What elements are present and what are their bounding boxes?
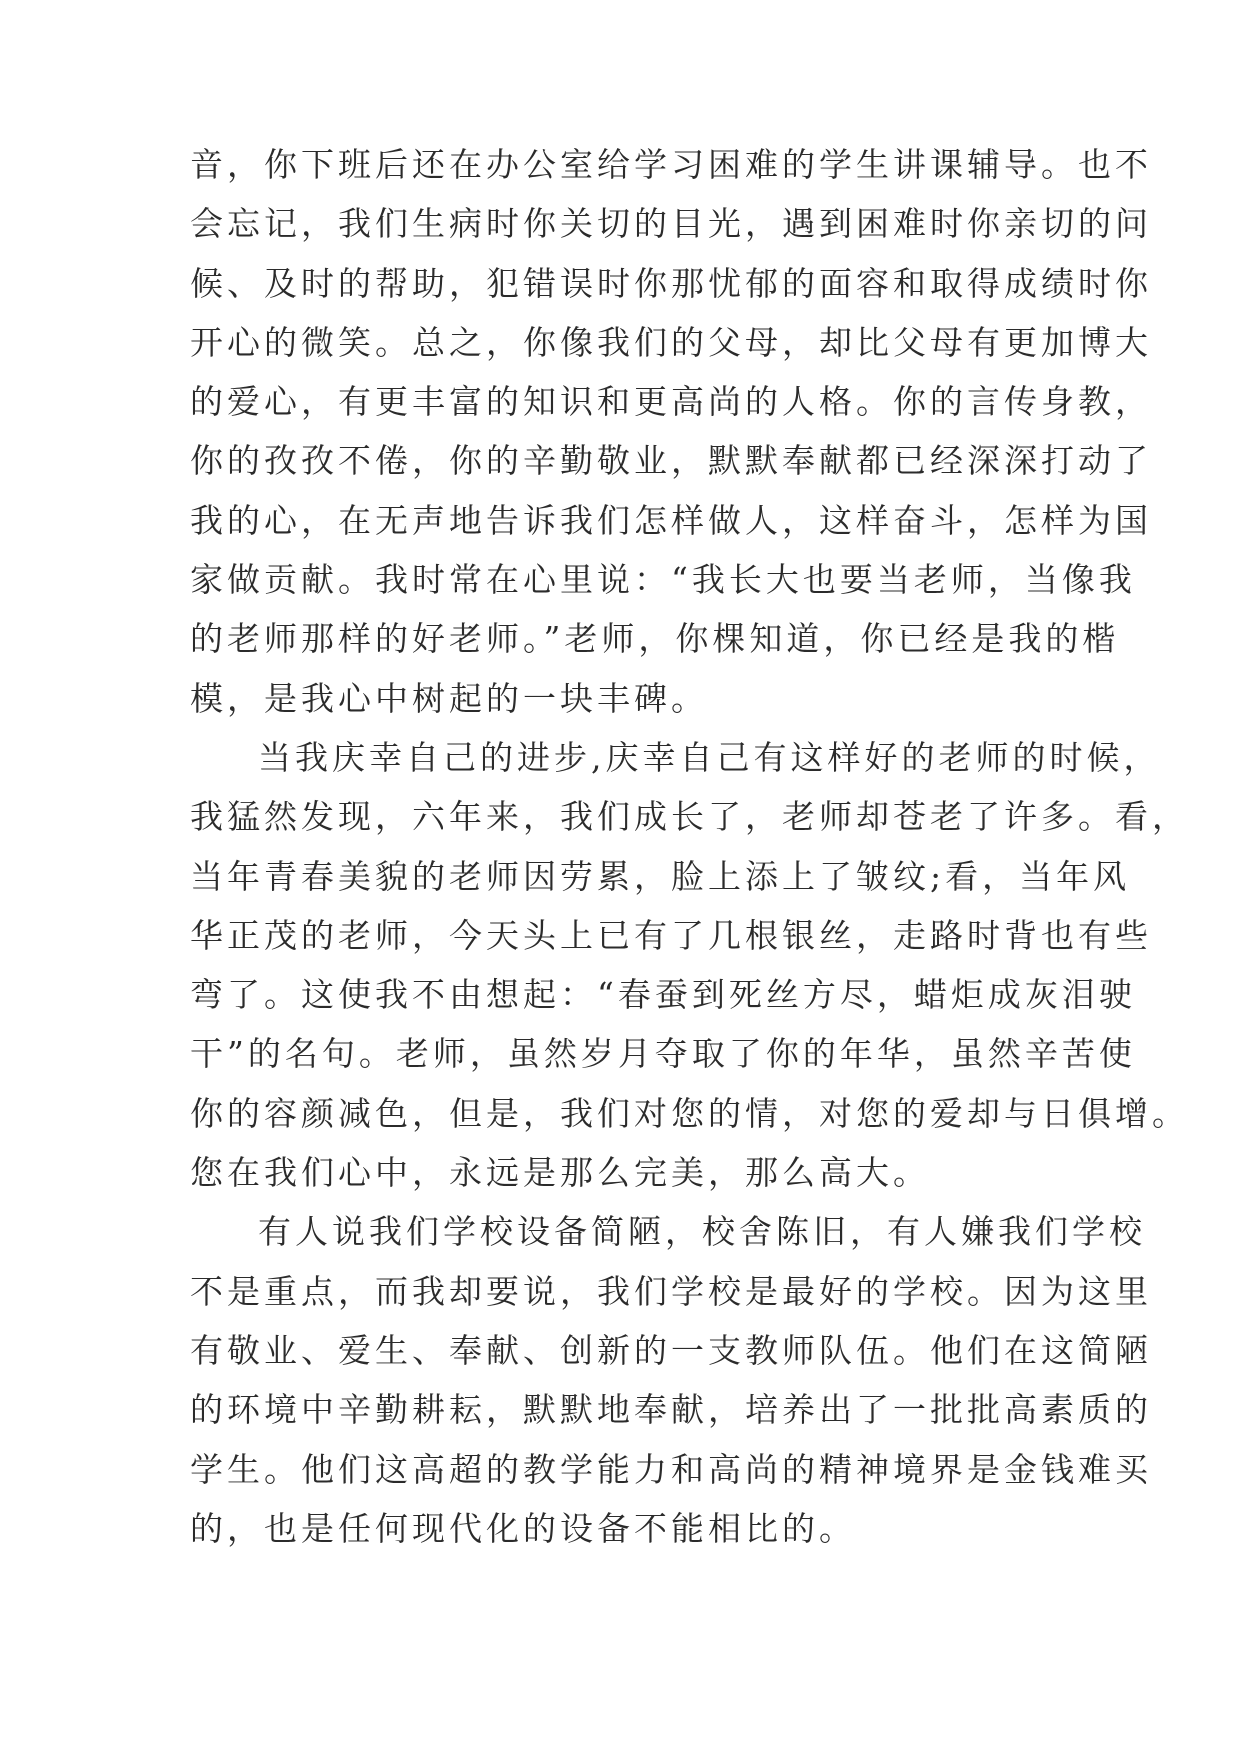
text-line: 弯了。这使我不由想起：“春蚕到死丝方尽，蜡炬成灰泪驶 <box>190 975 1136 1015</box>
text-line: 我的心，在无声地告诉我们怎样做人，这样奋斗，怎样为国 <box>190 500 1152 540</box>
text-line: 不是重点，而我却要说，我们学校是最好的学校。因为这里 <box>190 1271 1152 1311</box>
text-line: 华正茂的老师，今天头上已有了几根银丝，走路时背也有些 <box>190 915 1152 955</box>
body-text <box>190 135 1189 1558</box>
text-line: 我猛然发现，六年来，我们成长了，老师却苍老了许多。看， <box>190 797 1189 837</box>
text-line: 的环境中辛勤耕耘，默默地奉献，培养出了一批批高素质的 <box>190 1390 1152 1430</box>
text-line: 你的孜孜不倦，你的辛勤敬业，默默奉献都已经深深打动了 <box>190 441 1152 481</box>
text-line: 学生。他们这高超的教学能力和高尚的精神境界是金钱难买 <box>190 1449 1152 1489</box>
text-line: 候、及时的帮助，犯错误时你那忧郁的面容和取得成绩时你 <box>190 263 1152 303</box>
text-line: 模，是我心中树起的一块丰碑。 <box>190 678 708 718</box>
text-line: 的，也是任何现代化的设备不能相比的。 <box>190 1508 856 1548</box>
paragraph-first-line: 当我庆幸自己的进步,庆幸自己有这样好的老师的时候， <box>258 737 1161 777</box>
text-line: 会忘记，我们生病时你关切的目光，遇到困难时你亲切的问 <box>190 204 1152 244</box>
text-line: 的爱心，有更丰富的知识和更高尚的人格。你的言传身教， <box>190 382 1152 422</box>
paragraph-first-line: 有人说我们学校设备简陋，校舍陈旧，有人嫌我们学校 <box>258 1212 1146 1252</box>
text-line: 家做贡献。我时常在心里说：“我长大也要当老师，当像我 <box>190 560 1136 600</box>
text-line: 音，你下班后还在办公室给学习困难的学生讲课辅导。也不 <box>190 145 1152 184</box>
text-line: 有敬业、爱生、奉献、创新的一支教师队伍。他们在这简陋 <box>190 1330 1152 1370</box>
text-line: 开心的微笑。总之，你像我们的父母，却比父母有更加博大 <box>190 322 1152 362</box>
text-line: 干”的名句。老师，虽然岁月夺取了你的年华，虽然辛苦使 <box>190 1034 1136 1074</box>
text-line: 你的容颜减色，但是，我们对您的情，对您的爱却与日俱增。 <box>190 1093 1189 1133</box>
text-line: 您在我们心中，永远是那么完美，那么高大。 <box>190 1153 930 1193</box>
text-line: 当年青春美貌的老师因劳累，脸上添上了皱纹;看，当年风 <box>190 856 1131 896</box>
text-line: 的老师那样的好老师。”老师，你棵知道，你已经是我的楷 <box>190 619 1120 659</box>
